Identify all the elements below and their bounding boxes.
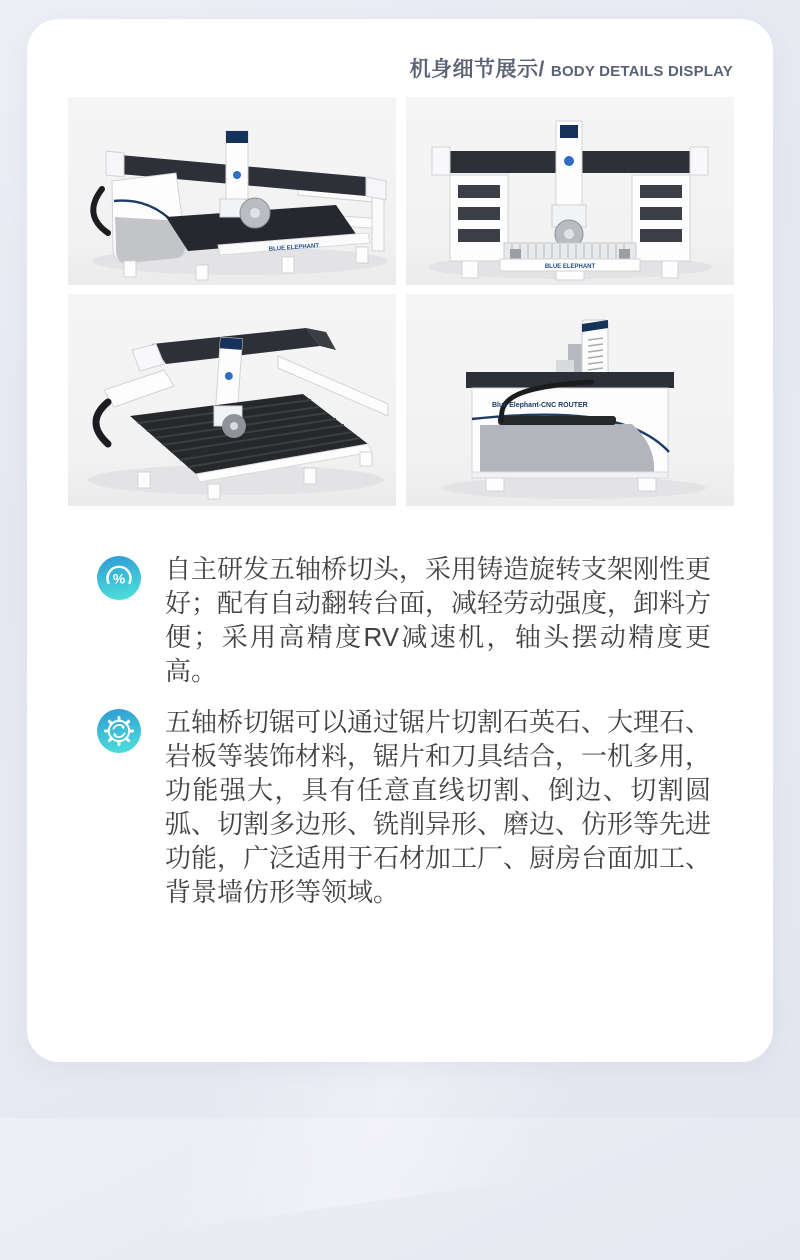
section-header — [410, 53, 733, 83]
content-card — [27, 19, 773, 1062]
machine-photo-side-view — [406, 294, 734, 506]
machine-photo-front-view — [406, 97, 734, 285]
cnc-bridge-saw-front-illustration — [406, 97, 734, 285]
machine-photo-isometric-view — [68, 294, 396, 506]
feature-text-saw: 五轴桥切锯可以通过锯片切割石英石、大理石、岩板等装饰材料，锯片和刀具结合，一机多用，功能强大，具有任意直线切割、倒边、切割圆弧、切割多边形、铣削异形、磨边、仿形等先进功能，广泛适用于石材加工厂、厨房台面加工、背景墙仿形等领域。 — [165, 707, 712, 907]
brand-label: Blue Elephant-CNC ROUTER — [492, 402, 588, 409]
cnc-bridge-saw-perspective-illustration — [68, 97, 396, 285]
cnc-router-side-illustration — [406, 294, 734, 506]
gear-sync-icon — [97, 709, 141, 753]
machine-photo-perspective-view — [68, 97, 396, 285]
feature-item-spindle — [97, 552, 711, 688]
feature-item-saw — [97, 705, 711, 909]
cnc-bridge-saw-isometric-illustration — [68, 294, 396, 506]
percent-gauge-icon — [97, 556, 141, 600]
percent-glyph: % — [112, 570, 126, 587]
section-title-en: BODY DETAILS DISPLAY — [550, 63, 733, 80]
machine-image-grid — [68, 97, 734, 506]
brand-label: BLUE ELEPHANT — [544, 264, 596, 270]
section-title-zh: 机身细节展示/ — [409, 58, 545, 81]
feature-text-spindle: 自主研发五轴桥切头，采用铸造旋转支架刚性更好；配有自动翻转台面，减轻劳动强度，卸料方便；采用高精度RV减速机，轴头摆动精度更高。 — [165, 554, 712, 686]
brand-label: BLUE ELEPHANT — [268, 243, 320, 253]
feature-list — [97, 552, 711, 926]
